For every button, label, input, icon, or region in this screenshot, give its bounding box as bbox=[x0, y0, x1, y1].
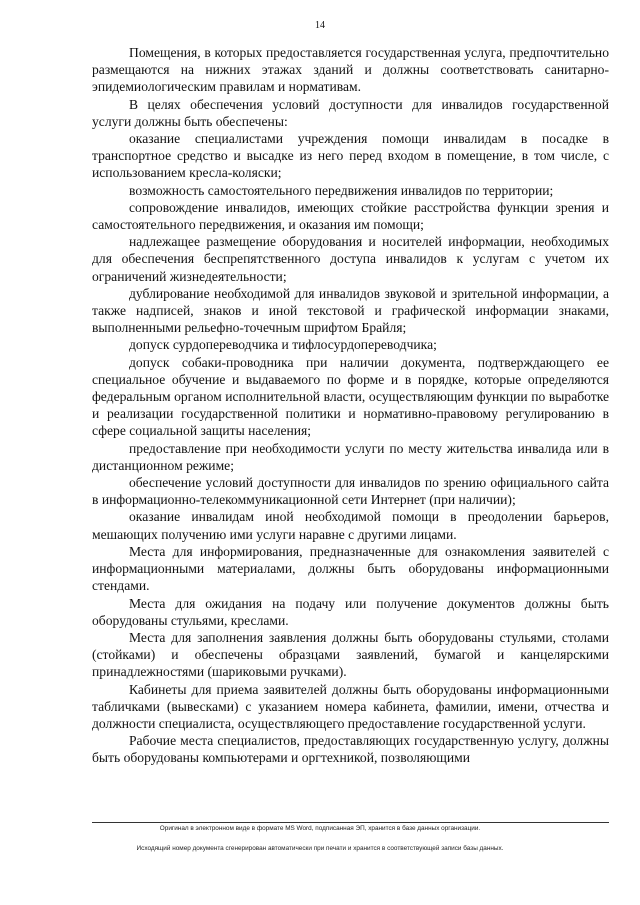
paragraph: Места для заполнения заявления должны быть оборудованы стульями, столами (стойками) и обеспечены образцами заявлений, бумагой и канцелярскими принадлежностями (шариковыми ручками). bbox=[92, 629, 609, 680]
paragraph: обеспечение условий доступности для инвалидов по зрению официального сайта в информационно-телекоммуникационной сети Интернет (при наличии); bbox=[92, 475, 609, 508]
paragraph: Места для ожидания на подачу или получение документов должны быть оборудованы стульями, креслами. bbox=[92, 595, 609, 628]
document-body bbox=[92, 44, 609, 767]
paragraph: допуск собаки-проводника при наличии документа, подтверждающего ее специальное обучение и выдаваемого по форме и в порядке, которые определяются федеральным органом исполнительной власти, осуществляющим функции по выработке и реализации государственной политики и нормативно-правовому регулированию в сфере социальной защиты населения; bbox=[92, 354, 609, 439]
page-number: 14 bbox=[315, 20, 325, 31]
footer-note-original: Оригинал в электронном виде в формате MS Word, подписанная ЭП, хранится в базе данных организации. bbox=[159, 825, 481, 832]
paragraph: надлежащее размещение оборудования и носителей информации, необходимых для обеспечения беспрепятственного доступа инвалидов к услугам с учетом их ограничений жизнедеятельности; bbox=[92, 234, 609, 284]
paragraph: предоставление при необходимости услуги по месту жительства инвалида или в дистанционном режиме; bbox=[92, 440, 609, 473]
paragraph: Кабинеты для приема заявителей должны быть оборудованы информационными табличками (вывесками) с указанием номера кабинета, фамилии, имени, отчества и должности специалиста, осуществляющего предоставление государственной услуги. bbox=[92, 681, 609, 731]
paragraph: Места для информирования, предназначенные для ознакомления заявителей с информационными материалами, должны быть оборудованы информационными стендами. bbox=[92, 543, 609, 594]
paragraph: оказание специалистами учреждения помощи инвалидам в посадке в транспортное средство и высадке из него перед входом в помещение, в том числе, с использованием кресла-коляски; bbox=[92, 131, 609, 181]
paragraph: возможность самостоятельного передвижения инвалидов по территории; bbox=[129, 182, 554, 198]
paragraph: Помещения, в которых предоставляется государственная услуга, предпочтительно размещаются на нижних этажах зданий и должны соответствовать санитарно-эпидемиологическим правилам и нормативам. bbox=[92, 45, 609, 95]
paragraph: дублирование необходимой для инвалидов звуковой и зрительной информации, а также надписей, знаков и иной текстовой и графической информации знаками, выполненными рельефно-точечным шрифтом Брайля; bbox=[92, 285, 609, 336]
paragraph: допуск сурдопереводчика и тифлосурдопереводчика; bbox=[129, 337, 437, 353]
paragraph: сопровождение инвалидов, имеющих стойкие расстройства функции зрения и самостоятельного передвижения, и оказания им помощи; bbox=[92, 199, 609, 233]
paragraph: оказание инвалидам иной необходимой помощи в преодолении барьеров, мешающих получению ими услуги наравне с другими лицами. bbox=[92, 509, 609, 542]
footer-note-number: Исходящий номер документа сгенерирован автоматически при печати и хранится в соответствующей записи базы данных. bbox=[136, 845, 504, 852]
paragraph: Рабочие места специалистов, предоставляющих государственную услугу, должны быть оборудованы компьютерами и оргтехникой, позволяющими bbox=[92, 733, 609, 766]
paragraph: В целях обеспечения условий доступности для инвалидов государственной услуги должны быть обеспечены: bbox=[92, 96, 609, 129]
footer-divider bbox=[92, 822, 609, 823]
